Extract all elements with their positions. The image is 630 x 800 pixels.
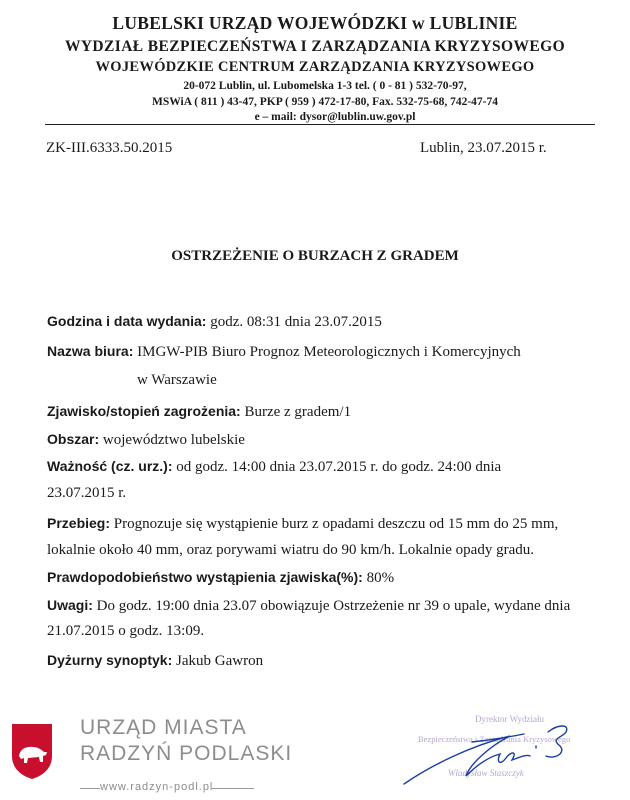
duty-value: Jakub Gawron — [172, 653, 264, 669]
area-label: Obszar: — [47, 431, 100, 447]
logo-line-1: URZĄD MIASTA — [80, 716, 247, 739]
issued-value: godz. 08:31 dnia 23.07.2015 — [206, 314, 382, 330]
validity-value: od godz. 14:00 dnia 23.07.2015 r. do godz. 24:00 dnia — [172, 459, 502, 475]
validity-value-continued: 23.07.2015 r. — [47, 485, 127, 501]
logo-divider-right — [212, 788, 254, 789]
logo-divider-left — [80, 788, 100, 789]
letterhead-address: 20-072 Lublin, ul. Lubomelska 1-3 tel. ( 0 - 81 ) 532-70-97, — [183, 80, 467, 92]
stamp-line-2: Bezpieczeństwa i Zarządzania Kryzysowego — [418, 734, 571, 744]
phenomenon-label: Zjawisko/stopień zagrożenia: — [47, 403, 241, 419]
letterhead-center: WOJEWÓDZKIE CENTRUM ZARZĄDZANIA KRYZYSOWEGO — [95, 59, 535, 75]
city-shield-logo-icon — [10, 722, 54, 780]
letterhead-phones: MSWiA ( 811 ) 43-47, PKP ( 959 ) 472-17-80, Fax. 532-75-68, 742-47-74 — [151, 96, 499, 108]
office-value-continued: w Warszawie — [137, 372, 217, 388]
issued-label: Godzina i data wydania: — [47, 313, 207, 329]
letterhead-department: WYDZIAŁ BEZPIECZEŃSTWA I ZARZĄDZANIA KRYZYSOWEGO — [64, 38, 566, 55]
letterhead-office-name: LUBELSKI URZĄD WOJEWÓDZKI w LUBLINIE — [112, 13, 518, 33]
course-label: Przebieg: — [47, 515, 111, 531]
office-value: IMGW-PIB Biuro Prognoz Meteorologicznych i Komercyjnych — [133, 344, 521, 360]
remarks-label: Uwagi: — [47, 597, 93, 613]
document-title: OSTRZEŻENIE O BURZACH Z GRADEM — [171, 248, 459, 264]
course-field — [47, 515, 558, 533]
office-field — [47, 343, 521, 361]
place-and-date: Lublin, 23.07.2015 r. — [420, 140, 547, 156]
probability-label: Prawdopodobieństwo wystąpienia zjawiska(%): — [47, 569, 363, 585]
probability-value: 80% — [362, 570, 395, 586]
document-reference: ZK-III.6333.50.2015 — [46, 140, 173, 156]
duty-forecaster-field — [47, 652, 263, 670]
signature-stamp — [400, 706, 620, 796]
course-value-continued: lokalnie około 40 mm, oraz porywami wiatru do 90 km/h. Lokalnie opady gradu. — [47, 542, 534, 558]
course-value: Prognozuje się wystąpienie burz z opadami deszczu od 15 mm do 25 mm, — [110, 516, 559, 532]
duty-label: Dyżurny synoptyk: — [47, 652, 173, 668]
letterhead-email: e – mail: dysor@lublin.uw.gov.pl — [254, 111, 416, 123]
probability-field — [47, 569, 394, 587]
validity-field — [47, 458, 501, 476]
office-label: Nazwa biura: — [47, 343, 134, 359]
logo-line-2: RADZYŃ PODLASKI — [80, 742, 293, 765]
phenomenon-field — [47, 403, 351, 421]
remarks-value: Do godz. 19:00 dnia 23.07 obowiązuje Ostrzeżenie nr 39 o upale, wydane dnia — [92, 598, 571, 614]
stamp-line-1: Dyrektor Wydziału — [475, 714, 545, 724]
letterhead-divider — [45, 124, 595, 125]
stamp-line-3: Władysław Staszczyk — [448, 768, 524, 778]
validity-label: Ważność (cz. urz.): — [47, 458, 173, 474]
phenomenon-value: Burze z gradem/1 — [240, 404, 352, 420]
logo-website: www.radzyn-podl.pl — [100, 781, 214, 793]
area-field — [47, 431, 245, 449]
remarks-value-continued: 21.07.2015 o godz. 13:09. — [47, 623, 205, 639]
area-value: województwo lubelskie — [99, 432, 245, 448]
remarks-field — [47, 597, 570, 615]
issued-field — [47, 313, 382, 331]
